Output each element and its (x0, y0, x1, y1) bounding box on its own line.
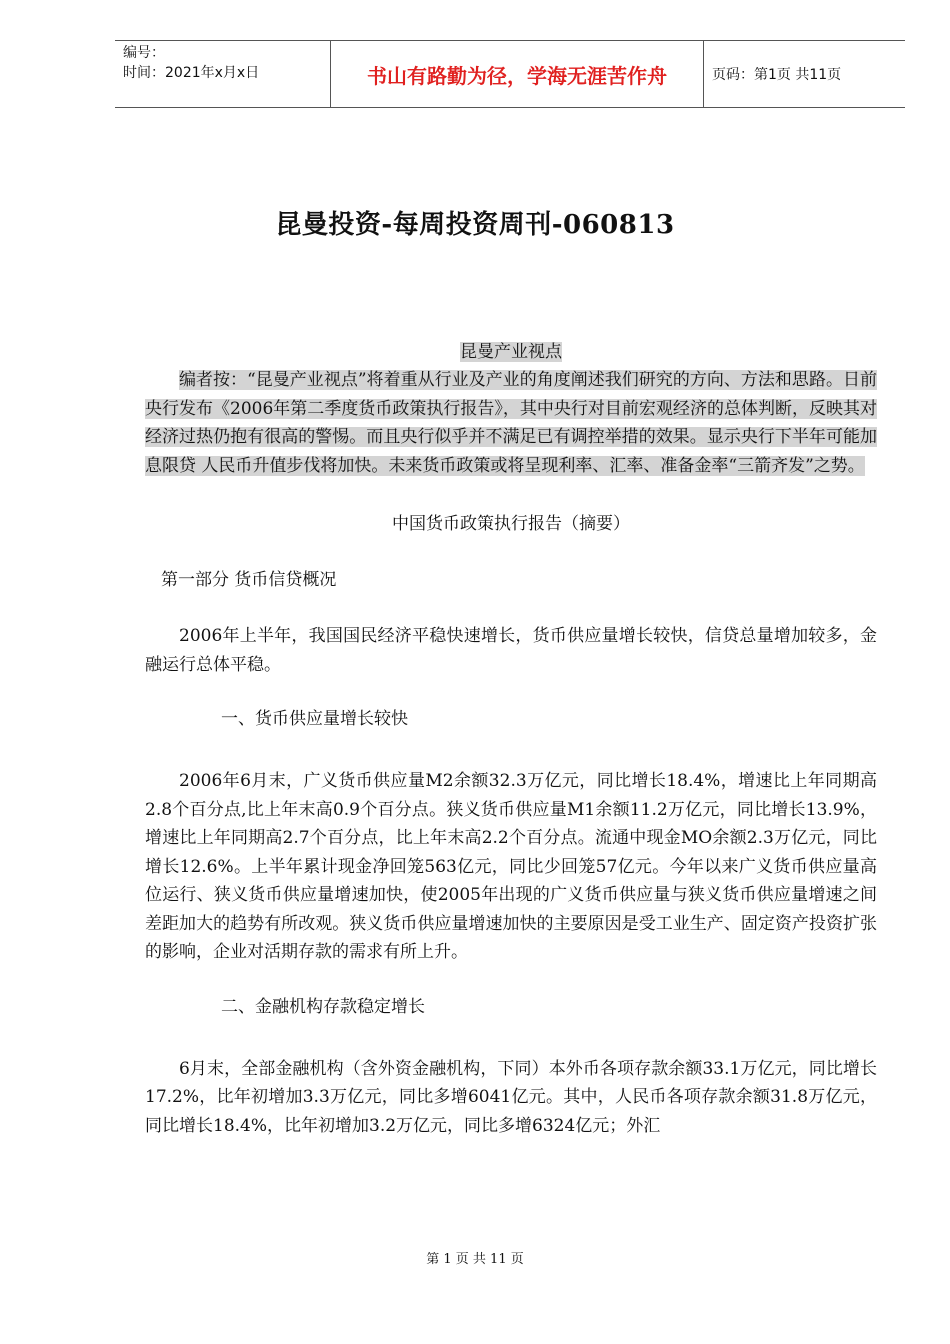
page-footer: 第 1 页 共 11 页 (426, 1252, 524, 1267)
document-title: 昆曼投资-每周投资周刊-060813 (275, 210, 675, 240)
editor-note (145, 366, 877, 480)
motto-cell (331, 41, 704, 107)
paragraph-deposits: 6月末，全部金融机构（含外资金融机构，下同）本外币各项存款余额33.1万亿元，同比增长17.2%，比年初增加3.3万亿元，同比多增6041亿元。其中，人民币各项存款余额31.8万亿元，同比增长18.4%，比年初增加3.2万亿元，同比多增6324亿元；外汇 (145, 1058, 877, 1136)
paragraph-overview: 2006年上半年，我国国民经济平稳快速增长，货币供应量增长较快，信贷总量增加较多，金融运行总体平稳。 (145, 626, 877, 675)
section-heading (145, 338, 877, 366)
part-heading: 第一部分 货币信贷概况 (161, 570, 337, 590)
number-label: 编号： (123, 45, 165, 61)
motto-text: 书山有路勤为径，学海无涯苦作舟 (367, 63, 667, 88)
editor-note-text: 编者按：“昆曼产业视点”将着重从行业及产业的角度阐述我们研究的方向、方法和思路。日前央行发布《2006年第二季度货币政策执行报告》，其中央行对目前宏观经济的总体判断，反映其对经济过热仍抱有很高的警惕。而且央行似乎并不满足已有调控举措的效果。显示央行下半年可能加息限贷 人民币升值步伐将加快。未来货币政策或将呈现利率、汇率、准备金率“三箭齐发”之势。 (145, 370, 877, 476)
time-label: 时间：2021年x月x日 (123, 65, 260, 81)
page-info-text: 页码：第1页 共11页 (712, 67, 842, 83)
report-title: 中国货币政策执行报告（摘要） (392, 514, 630, 534)
subheading-deposits: 二、金融机构存款稳定增长 (221, 996, 425, 1017)
subheading-money-supply: 一、货币供应量增长较快 (221, 709, 408, 729)
header-table (115, 40, 905, 108)
document-body (145, 338, 877, 1140)
header-meta-cell (115, 41, 331, 107)
page-info-cell (704, 41, 905, 107)
paragraph-money-supply: 2006年6月末，广义货币供应量M2余额32.3万亿元，同比增长18.4%，增速比上年同期高2.8个百分点,比上年末高0.9个百分点。狭义货币供应量M1余额11.2万亿元，同比增长13.9%，增速比上年同期高2.7个百分点，比上年末高2.2个百分点。流通中现金MO余额2.3万亿元，同比增长12.6%。上半年累计现金净回笼563亿元，同比少回笼57亿元。今年以来广义货币供应量高位运行、狭义货币供应量增速加快，使2005年出现的广义货币供应量与狭义货币供应量增速之间差距加大的趋势有所改观。狭义货币供应量增速加快的主要原因是受工业生产、固定资产投资扩张的影响，企业对活期存款的需求有所上升。 (145, 771, 877, 962)
section-heading-text: 昆曼产业视点 (460, 342, 562, 362)
